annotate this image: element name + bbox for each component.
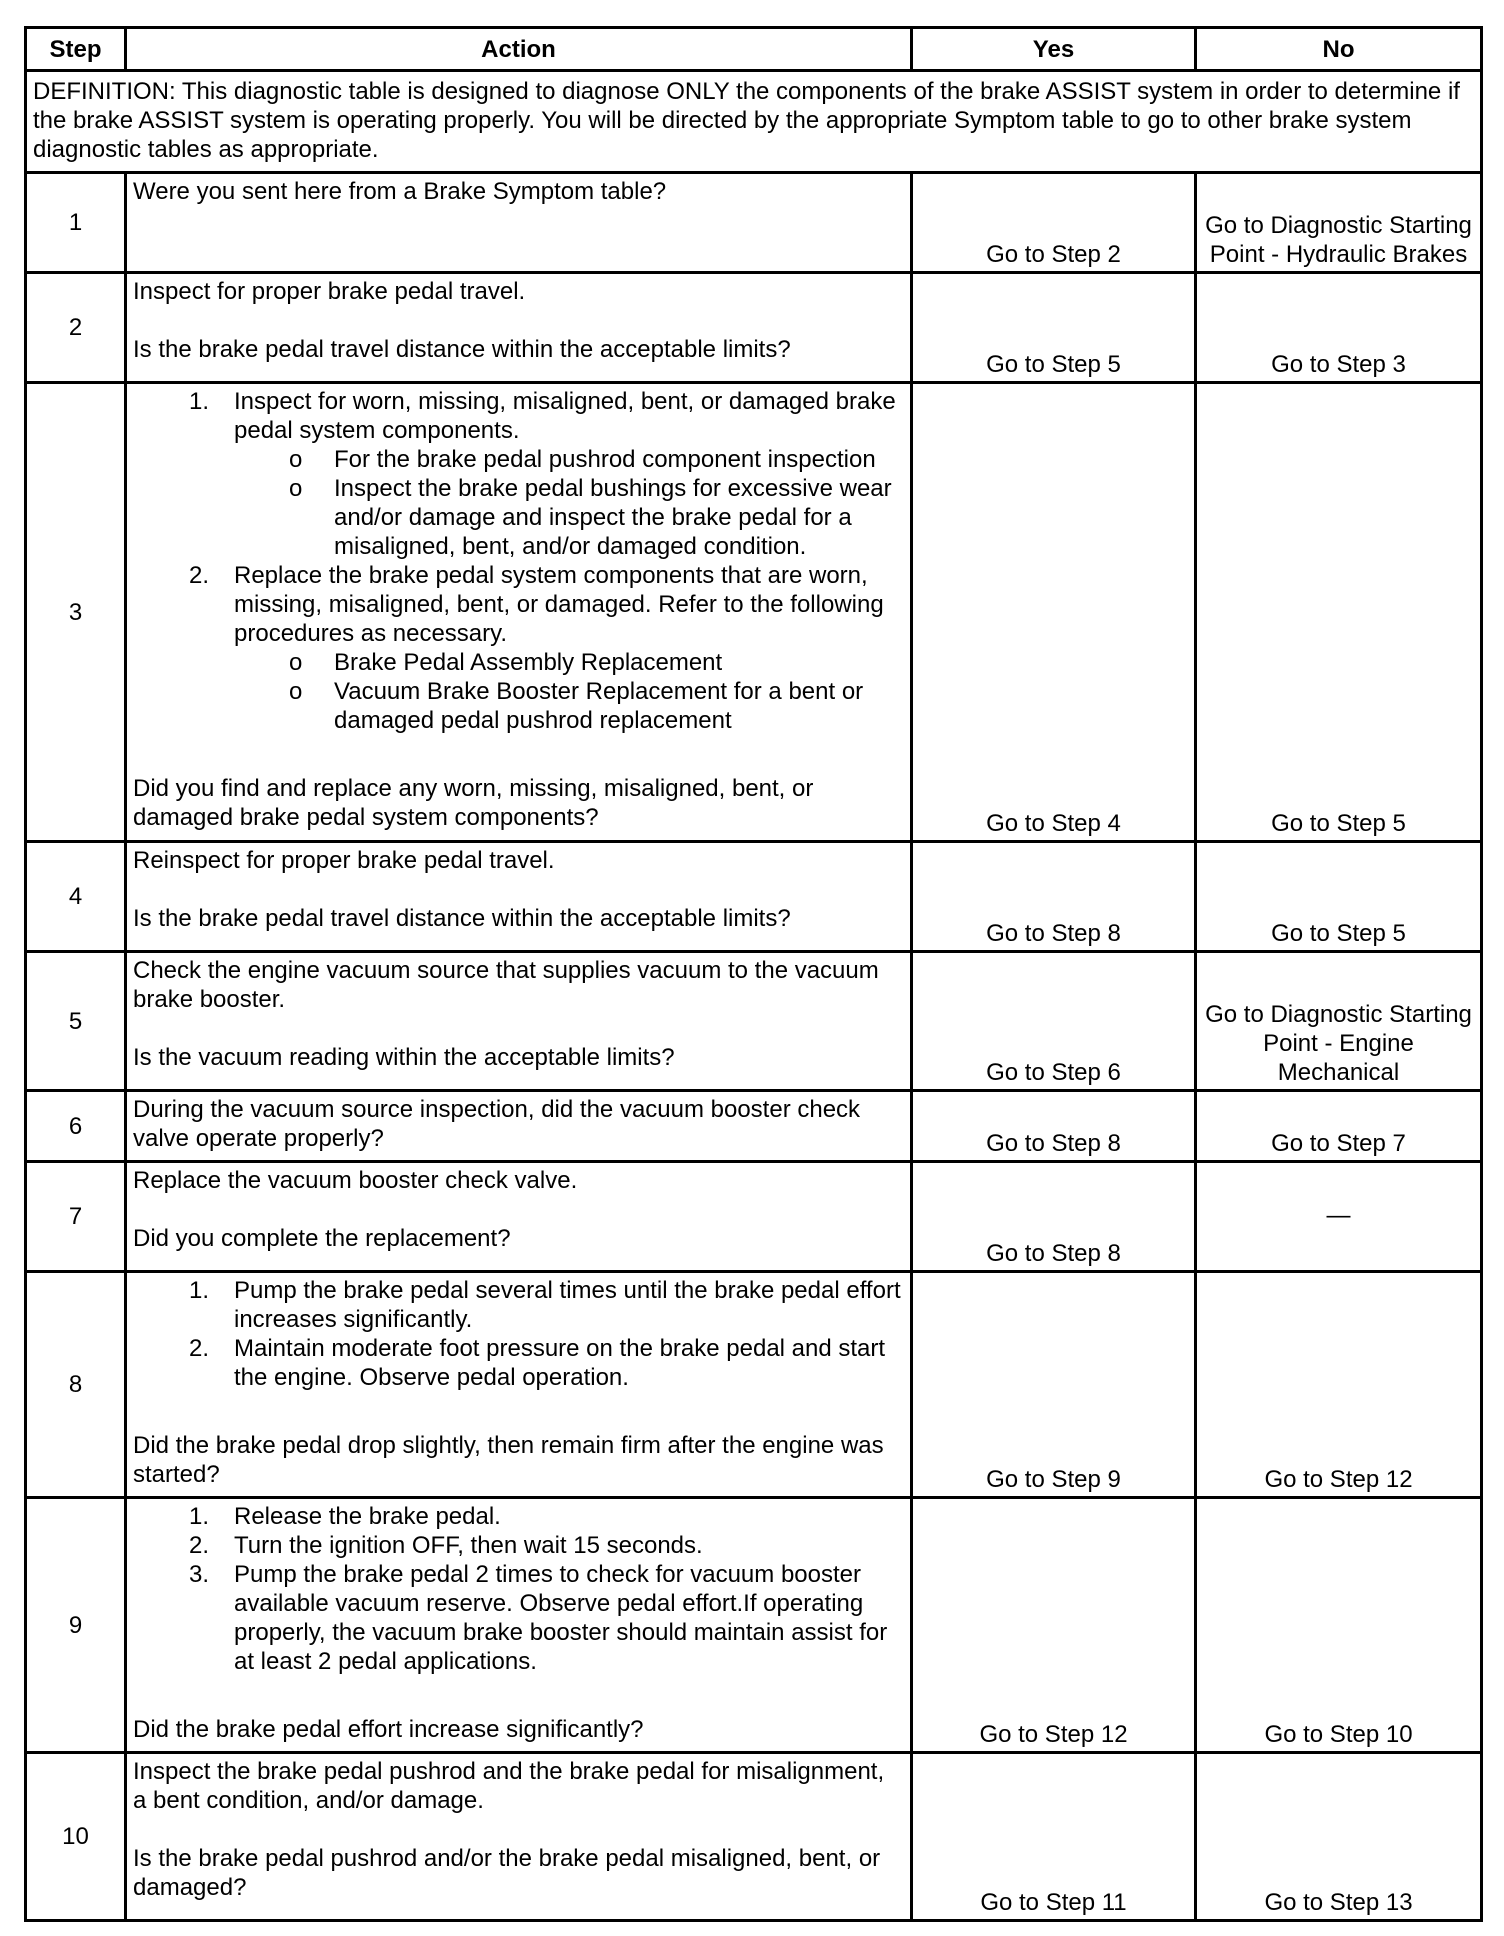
header-step: Step [26, 28, 126, 71]
step-number: 3 [26, 383, 126, 842]
action-cell [126, 1162, 912, 1272]
action-question: Did you complete the replacement? [133, 1225, 511, 1252]
definition-text: DEFINITION: This diagnostic table is designed to diagnose ONLY the components of the brake ASSIST system in order to determine if the brake ASSIST system is operating properly. You will be directed by the appropriate Symptom table to go to other brake system diagnostic tables as appropriate. [26, 71, 1482, 173]
list-item-number: 1. [189, 1277, 210, 1304]
list-item-number: 2. [189, 1335, 210, 1362]
list-item-number: 2. [189, 1532, 210, 1559]
bullet-icon: o [289, 649, 303, 676]
no-cell: Go to Step 13 [1196, 1753, 1482, 1921]
yes-cell: Go to Step 9 [912, 1272, 1196, 1498]
action-question: Did you find and replace any worn, missing, misaligned, bent, or damaged brake pedal system components? [133, 775, 814, 831]
diagnostic-table [24, 26, 1483, 1922]
list-item [133, 1334, 904, 1392]
action-cell [126, 842, 912, 952]
action-intro: Inspect for proper brake pedal travel. [133, 278, 526, 305]
list-item-text: Maintain moderate foot pressure on the brake pedal and start the engine. Observe pedal operation. [234, 1335, 886, 1391]
action-question: During the vacuum source inspection, did the vacuum booster check valve operate properly? [133, 1096, 861, 1152]
list-item [133, 1560, 904, 1676]
yes-cell: Go to Step 8 [912, 1162, 1196, 1272]
header-yes: Yes [912, 28, 1196, 71]
sub-list [234, 648, 904, 735]
action-cell [126, 383, 912, 842]
table-row [26, 273, 1482, 383]
step-number: 2 [26, 273, 126, 383]
list-item-number: 3. [189, 1561, 210, 1588]
action-cell [126, 1498, 912, 1753]
no-cell: Go to Step 10 [1196, 1498, 1482, 1753]
list-item-text: Replace the brake pedal system components that are worn, missing, misaligned, bent, or damaged. Refer to the following procedures as necessary. [234, 562, 884, 647]
table-row [26, 1498, 1482, 1753]
action-cell [126, 173, 912, 273]
action-cell [126, 1753, 912, 1921]
action-intro: Check the engine vacuum source that supplies vacuum to the vacuum brake booster. [133, 957, 879, 1013]
list-item-text: Inspect for worn, missing, misaligned, bent, or damaged brake pedal system components. [234, 388, 896, 444]
yes-cell: Go to Step 8 [912, 842, 1196, 952]
sub-list-item [134, 445, 904, 474]
yes-cell: Go to Step 12 [912, 1498, 1196, 1753]
action-question: Is the brake pedal travel distance within the acceptable limits? [133, 905, 791, 932]
action-question: Is the vacuum reading within the acceptable limits? [133, 1044, 675, 1071]
no-cell: Go to Step 12 [1196, 1272, 1482, 1498]
action-question: Is the brake pedal pushrod and/or the brake pedal misaligned, bent, or damaged? [133, 1845, 881, 1901]
yes-cell: Go to Step 2 [912, 173, 1196, 273]
yes-cell: Go to Step 6 [912, 952, 1196, 1091]
table-row [26, 1753, 1482, 1921]
action-steps-list [133, 1502, 904, 1676]
sub-list-item-text: Vacuum Brake Booster Replacement for a bent or damaged pedal pushrod replacement [334, 678, 864, 734]
step-number: 8 [26, 1272, 126, 1498]
table-row [26, 842, 1482, 952]
table-row [26, 1162, 1482, 1272]
header-no: No [1196, 28, 1482, 71]
yes-cell: Go to Step 11 [912, 1753, 1196, 1921]
no-cell: Go to Step 5 [1196, 842, 1482, 952]
list-item [133, 387, 904, 561]
sub-list-item-text: For the brake pedal pushrod component inspection [334, 446, 876, 473]
table-header-row [26, 28, 1482, 71]
header-action: Action [126, 28, 912, 71]
list-item-number: 1. [189, 1503, 210, 1530]
step-number: 4 [26, 842, 126, 952]
list-item-number: 1. [189, 388, 210, 415]
action-intro: Replace the vacuum booster check valve. [133, 1167, 578, 1194]
sub-list-item [134, 648, 904, 677]
list-item [133, 561, 904, 735]
action-intro: Inspect the brake pedal pushrod and the brake pedal for misalignment, a bent condition, and/or damage. [133, 1758, 885, 1814]
no-cell: Go to Diagnostic Starting Point - Hydraulic Brakes [1196, 173, 1482, 273]
list-item-text: Turn the ignition OFF, then wait 15 seconds. [234, 1532, 703, 1559]
sub-list-item-text: Inspect the brake pedal bushings for excessive wear and/or damage and inspect the brake pedal for a misaligned, bent, and/or damaged condition. [334, 475, 892, 560]
no-cell: Go to Step 3 [1196, 273, 1482, 383]
list-item [133, 1502, 904, 1531]
action-cell [126, 273, 912, 383]
sub-list-item [134, 677, 904, 735]
action-question: Did the brake pedal drop slightly, then remain firm after the engine was started? [133, 1432, 884, 1488]
definition-row [26, 71, 1482, 173]
no-cell: — [1196, 1162, 1482, 1272]
action-question: Is the brake pedal travel distance within the acceptable limits? [133, 336, 791, 363]
yes-cell: Go to Step 4 [912, 383, 1196, 842]
no-cell: Go to Step 7 [1196, 1091, 1482, 1162]
sub-list-item-text: Brake Pedal Assembly Replacement [334, 649, 723, 676]
action-question: Did the brake pedal effort increase significantly? [133, 1716, 644, 1743]
list-item [133, 1276, 904, 1334]
action-question: Were you sent here from a Brake Symptom table? [133, 178, 667, 205]
bullet-icon: o [289, 446, 303, 473]
no-cell: Go to Step 5 [1196, 383, 1482, 842]
action-cell [126, 952, 912, 1091]
list-item-text: Pump the brake pedal several times until the brake pedal effort increases significantly. [234, 1277, 901, 1333]
table-row [26, 1272, 1482, 1498]
sub-list [234, 445, 904, 561]
table-row [26, 952, 1482, 1091]
sub-list-item [134, 474, 904, 561]
table-row [26, 383, 1482, 842]
no-cell: Go to Diagnostic Starting Point - Engine Mechanical [1196, 952, 1482, 1091]
action-cell [126, 1091, 912, 1162]
action-steps-list [133, 1276, 904, 1392]
action-cell [126, 1272, 912, 1498]
list-item-number: 2. [189, 562, 210, 589]
action-steps-list [133, 387, 904, 735]
step-number: 9 [26, 1498, 126, 1753]
bullet-icon: o [289, 678, 303, 705]
list-item-text: Pump the brake pedal 2 times to check for vacuum booster available vacuum reserve. Observe pedal effort.If operating properly, the vacuum brake booster should maintain assist for at least 2 pedal applications. [234, 1561, 888, 1675]
yes-cell: Go to Step 8 [912, 1091, 1196, 1162]
list-item [133, 1531, 904, 1560]
table-row [26, 1091, 1482, 1162]
yes-cell: Go to Step 5 [912, 273, 1196, 383]
step-number: 10 [26, 1753, 126, 1921]
step-number: 6 [26, 1091, 126, 1162]
action-intro: Reinspect for proper brake pedal travel. [133, 847, 555, 874]
list-item-text: Release the brake pedal. [234, 1503, 501, 1530]
table-row [26, 173, 1482, 273]
step-number: 1 [26, 173, 126, 273]
step-number: 7 [26, 1162, 126, 1272]
bullet-icon: o [289, 475, 303, 502]
step-number: 5 [26, 952, 126, 1091]
